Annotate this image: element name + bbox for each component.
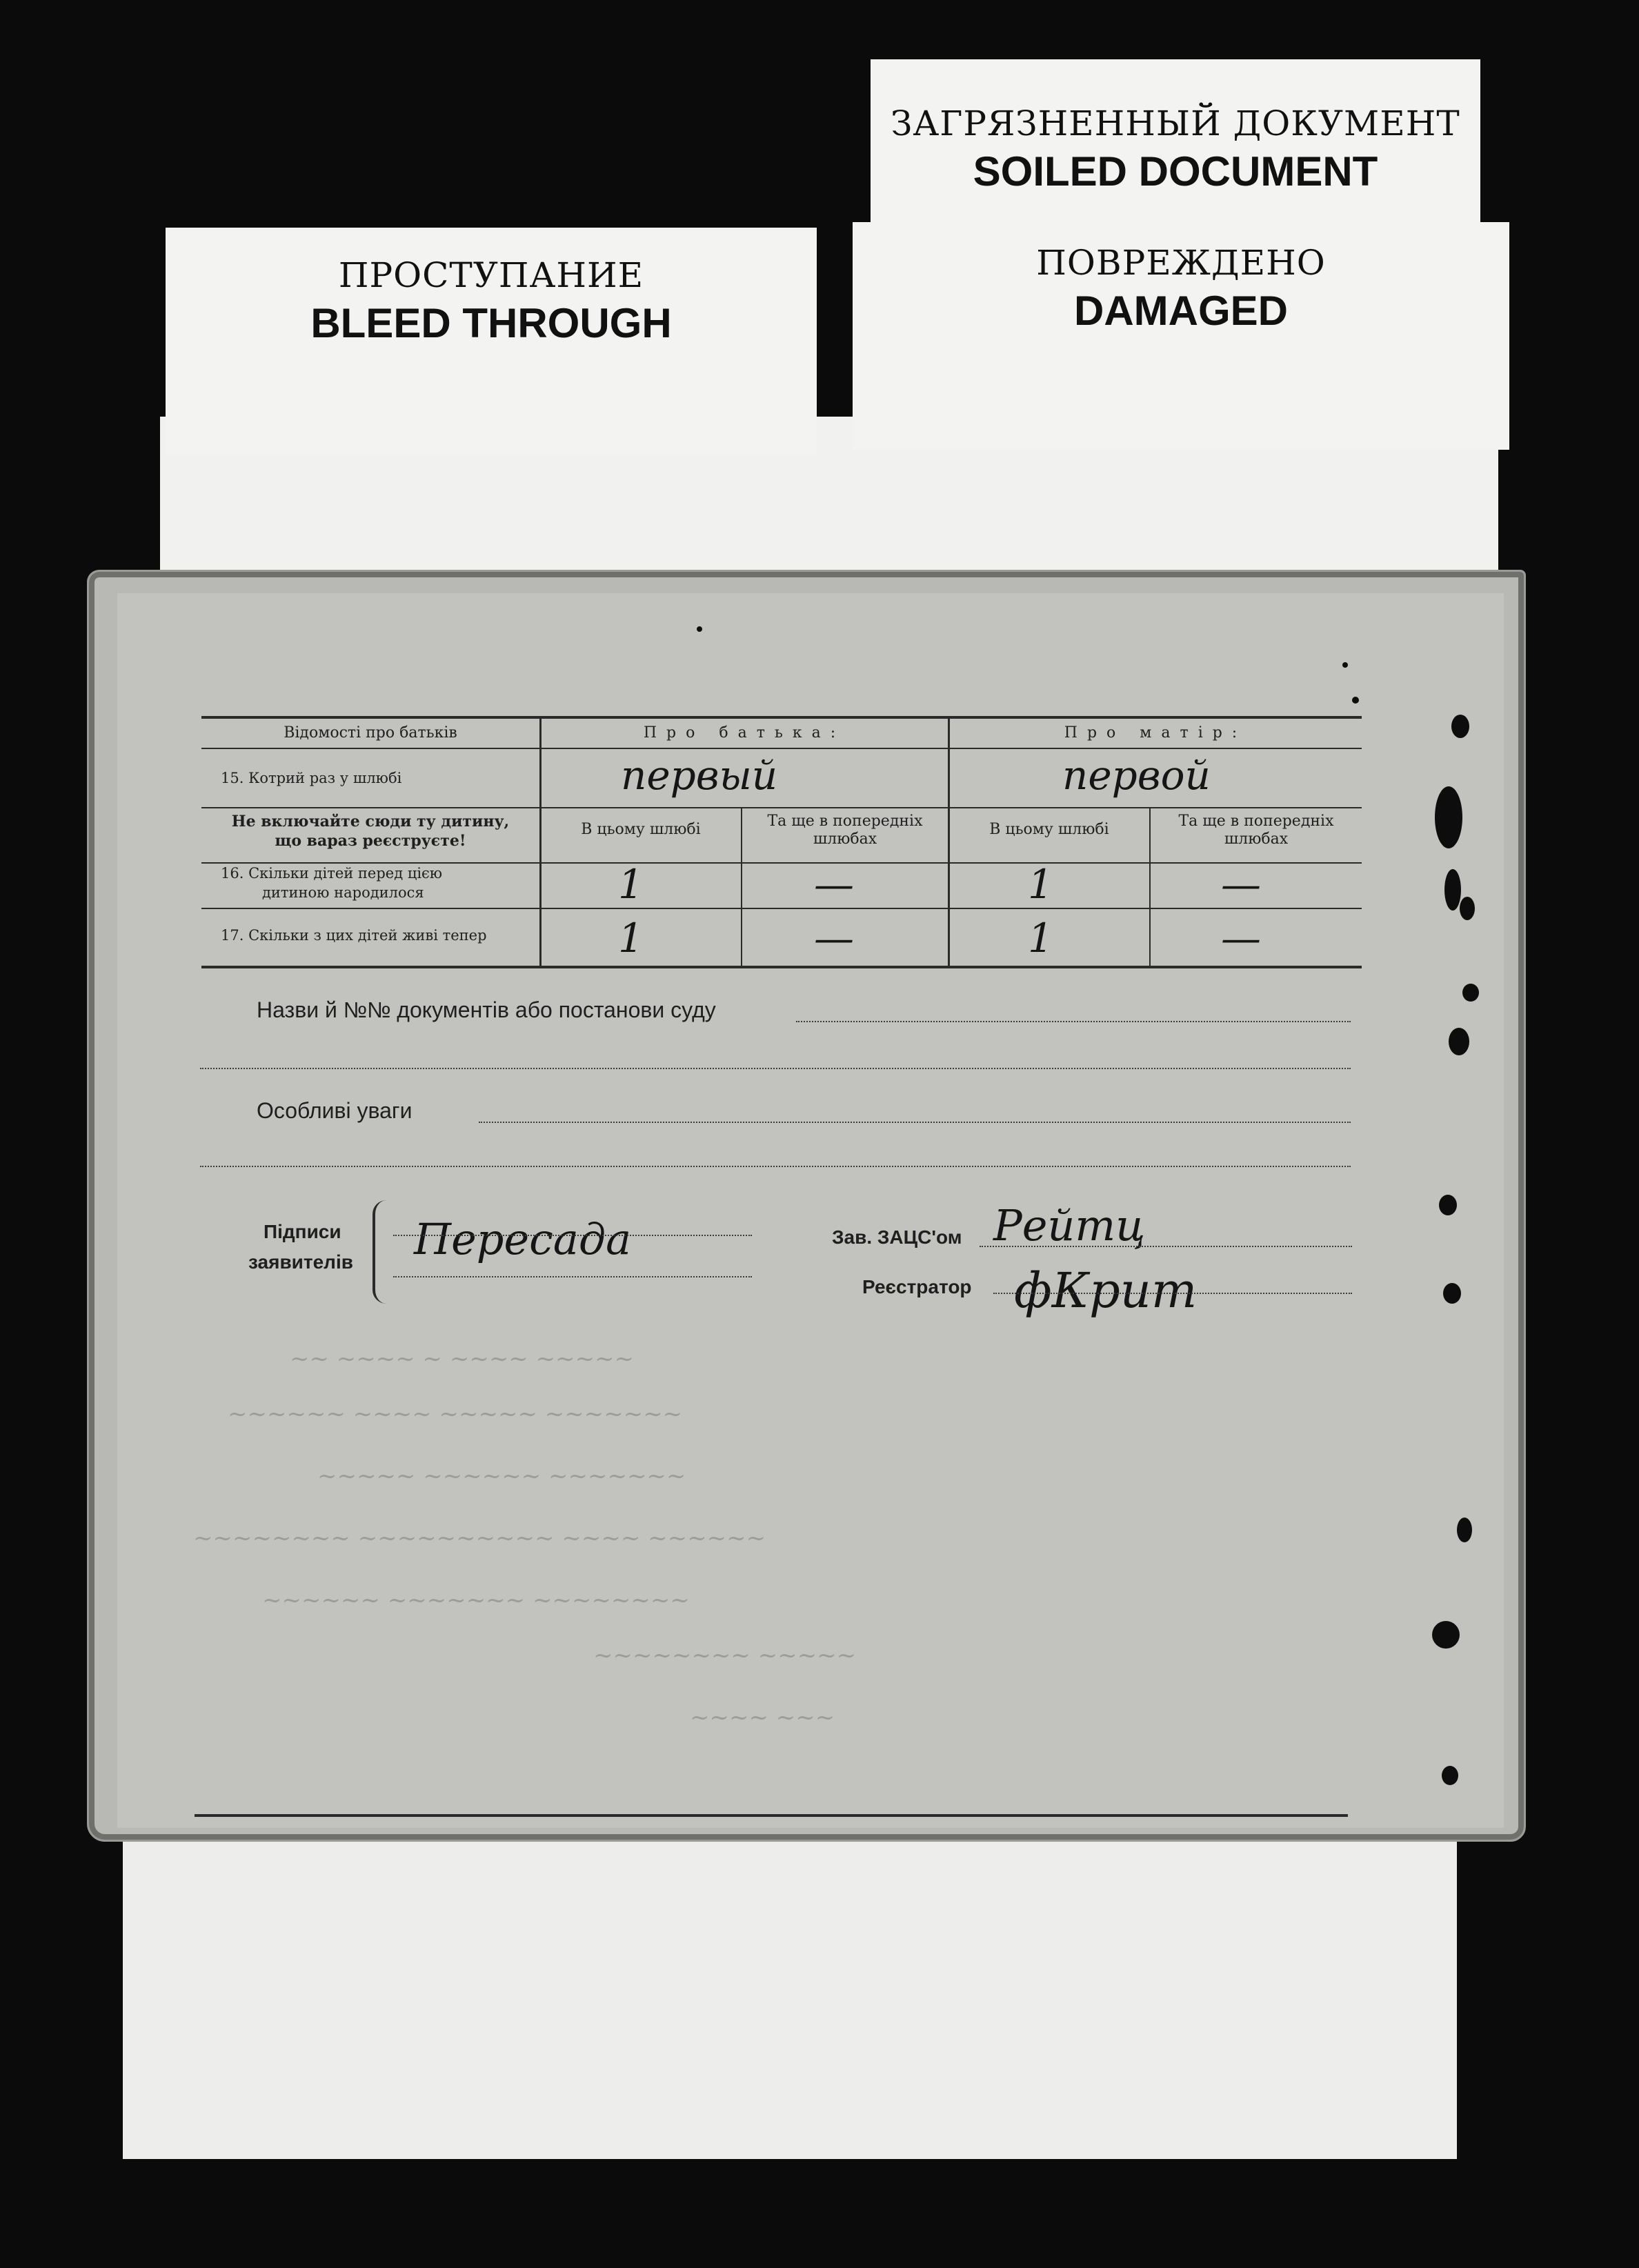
soiled-label-en: SOILED DOCUMENT [973, 148, 1378, 195]
zags-head-line [980, 1246, 1352, 1247]
bleed-label-en: BLEED THROUGH [310, 300, 672, 346]
damaged-label-en: DAMAGED [1074, 288, 1288, 334]
bleed-through-label [166, 228, 817, 455]
stain [1444, 869, 1461, 911]
special-notes-line [200, 1166, 1351, 1167]
zags-head-label: Зав. ЗАЦС'ом [832, 1226, 962, 1248]
bleed-label-ru: ПРОСТУПАНИЕ [338, 255, 644, 295]
row16-father-previous: — [814, 861, 854, 908]
bleed-through-writing: ~~~~ ~~~ [690, 1704, 835, 1731]
stain [1432, 1621, 1460, 1649]
table-col-rule [539, 717, 542, 967]
row16-label-line-1: 16. Скільки дітей перед цією [221, 865, 443, 882]
bleed-through-writing: ~~~~~~ ~~~~ ~~~~~ ~~~~~~~ [228, 1400, 683, 1428]
table-rule [201, 807, 1362, 808]
mother-this-marriage-header: В цьому шлюбі [989, 821, 1109, 838]
registrar-line [993, 1293, 1352, 1294]
note-line-1: Не включайте сюди ту дитину, [231, 813, 510, 830]
stain [697, 626, 702, 632]
stain [1449, 1028, 1469, 1055]
stain [1460, 897, 1475, 920]
bleed-through-writing: ~~ ~~~~ ~ ~~~~ ~~~~~ [290, 1345, 635, 1373]
registrar-signature: фКрит [1014, 1262, 1198, 1319]
backing-sheet-bottom [123, 1793, 1457, 2159]
table-top-rule [201, 716, 1362, 719]
signatures-brace [372, 1200, 389, 1304]
mother-previous-marriages-header: Та ще в попередніх шлюбах [1178, 813, 1334, 848]
signature-line [393, 1276, 752, 1277]
row16-father-this: 1 [618, 861, 644, 908]
row16-label-line-2: дитиною народилося [262, 884, 424, 901]
registrar-label: Реєстратор [862, 1276, 972, 1297]
note-line-2: що вараз реєструєте! [275, 832, 466, 850]
row17-mother-this: 1 [1028, 915, 1053, 962]
row17-mother-previous: — [1221, 915, 1261, 962]
bleed-through-writing: ~~~~~~~~ ~~~~~ [593, 1642, 857, 1669]
row17-father-previous: — [814, 915, 854, 962]
father-this-marriage-header: В цьому шлюбі [581, 821, 701, 838]
table-rule [201, 748, 1362, 749]
signatures-label-line-1: Підписи [264, 1221, 341, 1242]
applicant-signature: Пересада [414, 1214, 632, 1264]
documents-label: Назви й №№ документів або постанови суду [257, 997, 716, 1022]
bleed-through-writing: ~~~~~~ ~~~~~~~ ~~~~~~~~ [262, 1586, 690, 1614]
table-bottom-rule [201, 966, 1362, 968]
header-mother: Про матір: [1064, 724, 1247, 742]
signature-line [393, 1235, 752, 1236]
row17-label: 17. Скільки з цих дітей живі тепер [221, 927, 487, 944]
row15-label: 15. Котрий раз у шлюбі [221, 770, 402, 786]
special-notes-label: Особливі уваги [257, 1098, 413, 1123]
damaged-label-ru: ПОВРЕЖДЕНО [1036, 243, 1326, 283]
stain [1442, 1766, 1458, 1785]
stain [1462, 984, 1479, 1002]
row15-father-value: первый [621, 752, 778, 799]
damaged-label [853, 222, 1509, 450]
row17-father-this: 1 [618, 915, 644, 962]
signatures-label-line-2: заявителів [248, 1251, 353, 1273]
row15-mother-value: первой [1062, 752, 1211, 799]
bleed-through-writing: ~~~~~ ~~~~~~ ~~~~~~~ [317, 1462, 686, 1490]
row16-mother-previous: — [1221, 861, 1261, 908]
stain [1443, 1283, 1461, 1304]
table-col-rule [948, 717, 950, 967]
bleed-through-writing: ~~~~~~~~ ~~~~~~~~~~ ~~~~ ~~~~~~ [193, 1524, 766, 1552]
stain [1439, 1195, 1457, 1215]
row16-mother-this: 1 [1028, 861, 1053, 908]
father-previous-marriages-header: Та ще в попередніх шлюбах [767, 813, 923, 848]
stain [1342, 662, 1348, 668]
documents-line [796, 1021, 1351, 1022]
header-parents-info: Відомості про батьків [284, 724, 457, 742]
stain [1435, 786, 1462, 848]
stain [1352, 697, 1359, 704]
documents-line [200, 1068, 1351, 1069]
page-bottom-rule [195, 1814, 1348, 1817]
table-rule [201, 908, 1362, 909]
header-father: Про батька: [643, 724, 846, 742]
special-notes-line [479, 1122, 1351, 1123]
zags-head-signature: Рейтц [993, 1200, 1146, 1251]
soiled-label-ru: ЗАГРЯЗНЕННЫЙ ДОКУМЕНТ [891, 103, 1460, 143]
stain [1457, 1518, 1472, 1542]
stain [1451, 715, 1469, 738]
